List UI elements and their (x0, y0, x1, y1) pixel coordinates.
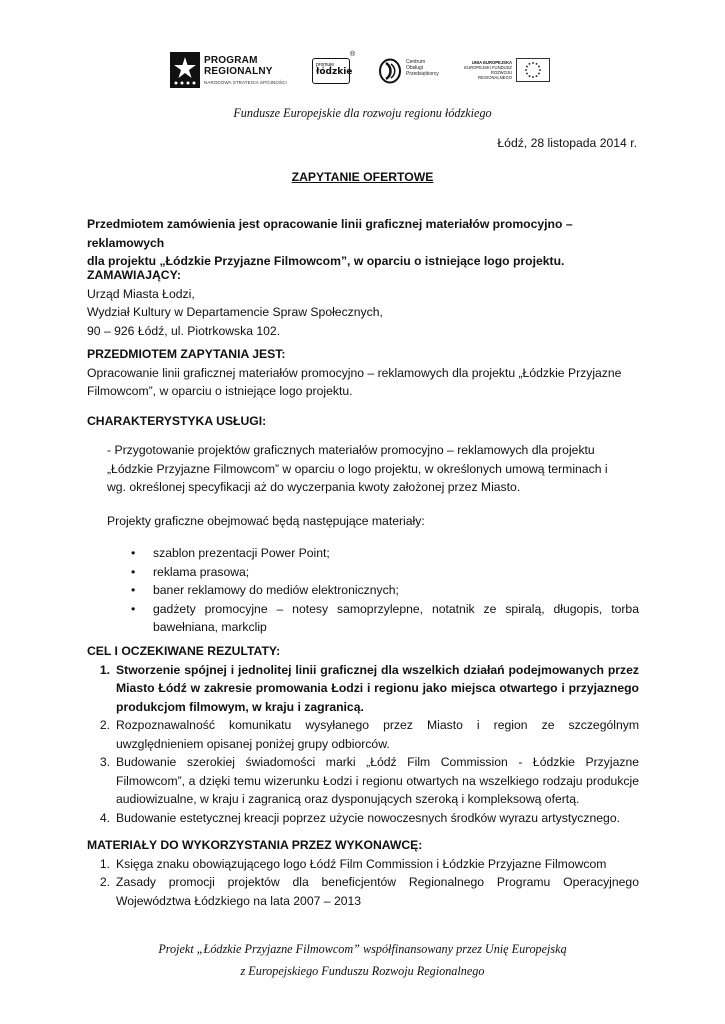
footer-line1: Projekt „Łódzkie Przyjazne Filmowcom” współfinansowany przez Unię Europejską (158, 942, 567, 956)
program-logo-tagline: NARODOWA STRATEGIA SPÓJNOŚCI (204, 80, 287, 85)
list-item: • gadżety promocyjne – notesy samoprzylepne, notatnik ze spiralą, długopis, torba bawełniana, markclip (131, 600, 639, 637)
centrum-emblem-icon (378, 58, 402, 84)
intro-line2: dla projektu „Łódzkie Przyjazne Filmowcom”, w oparciu o istniejące logo projektu. (87, 254, 565, 268)
materialy-section (87, 836, 639, 910)
list-item (92, 753, 639, 809)
lodzkie-logo-small: promuje (316, 62, 335, 68)
intro-line1: Przedmiotem zamówienia jest opracowanie linii graficznej materiałów promocyjno – reklamowych (87, 217, 573, 250)
list-item (92, 873, 639, 910)
centrum-line2: Obsługi (406, 65, 423, 71)
item-text: Zasady promocji projektów dla beneficjentów Regionalnego Programu Operacyjnego Województwa Łódzkiego na lata 2007 – 2013 (116, 875, 639, 908)
item-number: 1. (99, 856, 110, 871)
charakterystyka-line2: „Łódzkie Przyjazne Filmowcom” w oparciu o logo projektu, w określonych umową terminach i (107, 461, 608, 476)
eu-logo (462, 50, 562, 94)
funds-subtitle: Fundusze Europejskie dla rozwoju regionu łódzkiego (233, 106, 492, 120)
item-text: Budowanie szerokiej świadomości marki „Łódź Film Commission - Łódzkie Przyjazne Filmowcom”, a dzięki temu wizerunku Łodzi i regionu otwartych na wszelkiego rodzaju produkcje audiowizualne, w kraju i zagranicą oraz dysponujących szeroką i kompleksową ofertą. (116, 755, 639, 806)
zamawiajacy-line: 90 – 926 Łódź, ul. Piotrkowska 102. (87, 323, 281, 338)
charakterystyka-line1: - Przygotowanie projektów graficznych materiałów promocyjno – reklamowych dla projektu (107, 443, 595, 457)
eu-line3: ROZWOJU REGIONALNEGO (478, 70, 512, 80)
item-number: 3. (99, 755, 110, 769)
page-footer (0, 938, 725, 982)
charakterystyka-heading: CHARAKTERYSTYKA USŁUGI: (87, 414, 267, 428)
charakterystyka-line3: wg. określonej specyfikacji aż do wyczerpania kwoty założonej przez Miasto. (107, 480, 521, 494)
star-figure-icon (170, 52, 200, 88)
cel-heading: CEL I OCZEKIWANE REZULTATY: (87, 644, 281, 658)
przedmiot-line2: Filmowcom”, w oparciu o istniejące logo projektu. (87, 384, 353, 398)
item-text: Rozpoznawalność komunikatu wysyłanego przez Miasto i region ze szczególnym uwzględnieniem opisanej poniżej grupy odbiorców. (116, 718, 639, 751)
przedmiot-heading: PRZEDMIOTEM ZAPYTANIA JEST: (87, 347, 286, 361)
list-item (92, 809, 639, 828)
program-regionalny-logo (170, 50, 298, 94)
item-text: Stworzenie spójnej i jednolitej linii graficznej dla wszelkich działań podejmowanych przez Miasto Łódź w zakresie promowania Łodzi i regionu jako miejsca otwartego i przyjaznego produkcjom filmowym, w kraju i zagranicą. (116, 662, 639, 714)
centrum-obslugi-logo (378, 50, 448, 94)
program-logo-line1: PROGRAM (204, 55, 258, 66)
eu-line1: UNIA EUROPEJSKA (471, 60, 512, 65)
footer-line2: z Europejskiego Funduszu Rozwoju Regionalnego (240, 964, 485, 978)
document-title: ZAPYTANIE OFERTOWE (291, 170, 434, 184)
zamawiajacy-line: Wydział Kultury w Departamencie Spraw Społecznych, (87, 305, 383, 319)
materialy-heading: MATERIAŁY DO WYKORZYSTANIA PRZEZ WYKONAWCĘ: (87, 838, 423, 852)
registered-mark: ® (350, 51, 356, 58)
item-number: 2. (99, 718, 110, 732)
list-item: • szablon prezentacji Power Point; (131, 544, 639, 563)
eu-line2: EUROPEJSKI FUNDUSZ (464, 65, 512, 70)
charakterystyka-paragraph (107, 441, 639, 497)
zamawiajacy-section (87, 266, 639, 340)
item-text: Budowanie estetycznej kreacji poprzez użycie nowoczesnych środków wyrazu artystycznego. (116, 810, 620, 825)
promuje-lodzkie-logo (312, 50, 360, 94)
zamawiajacy-line: Urząd Miasta Łodzi, (87, 286, 195, 301)
item-number: 2. (99, 875, 110, 889)
przedmiot-section (87, 345, 639, 401)
list-item: • baner reklamowy do mediów elektronicznych; (131, 581, 639, 600)
zamawiajacy-heading: ZAMAWIAJĄCY: (87, 268, 181, 282)
item-number: 4. (99, 810, 110, 825)
list-item (92, 716, 639, 753)
list-item (92, 661, 639, 717)
logo-bar (170, 50, 560, 94)
materials-intro: Projekty graficzne obejmować będą następujące materiały: (107, 514, 425, 528)
list-item (92, 855, 639, 874)
item-text: Księga znaku obowiązującego logo Łódź Film Commission i Łódzkie Przyjazne Filmowcom (116, 856, 607, 871)
intro-paragraph (87, 215, 639, 271)
item-number: 1. (99, 662, 110, 677)
materials-list (131, 544, 639, 637)
eu-flag-icon (516, 58, 550, 82)
cel-section (87, 642, 639, 827)
centrum-line1: Centrum (406, 59, 426, 65)
program-logo-line2: REGIONALNY (204, 66, 273, 77)
lodzkie-logo-big: łódzkie (316, 67, 353, 77)
list-item: • reklama prasowa; (131, 563, 639, 582)
centrum-line3: Przedsiębiorcy (406, 71, 439, 77)
document-date: Łódź, 28 listopada 2014 r. (497, 136, 637, 150)
przedmiot-line1: Opracowanie linii graficznej materiałów promocyjno – reklamowych dla projektu „Łódzkie Przyjazne (87, 365, 622, 380)
